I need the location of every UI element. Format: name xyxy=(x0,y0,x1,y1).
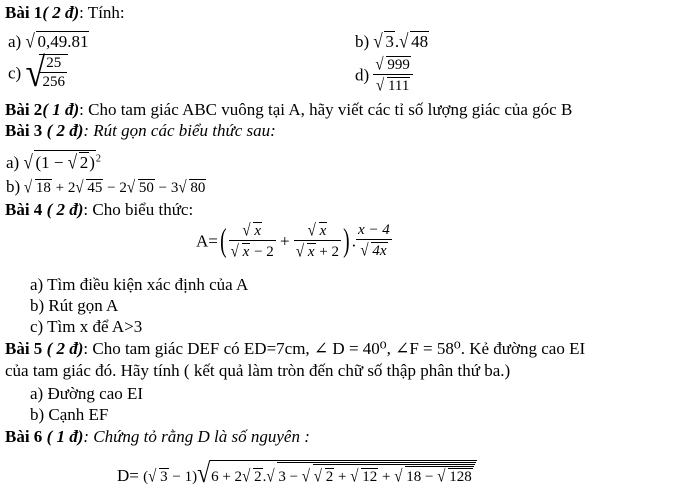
ex4-heading xyxy=(5,201,193,218)
ex1-b-radicand2: 48 xyxy=(411,32,429,51)
ex1-a xyxy=(8,30,89,53)
ex2-points: ( 1 đ) xyxy=(42,100,80,119)
ex1-d-label: d) xyxy=(355,65,370,85)
ex6-e6: 12 xyxy=(362,469,378,485)
ex3-b-label: b) xyxy=(6,177,21,196)
ex5-heading xyxy=(5,340,585,357)
ex4-frac2: √ x √ x + 2 xyxy=(295,221,340,261)
ex4-part-a: a) Tìm điều kiện xác định của A xyxy=(30,275,249,294)
ex5-instruction-line2: của tam giác đó. Hãy tính ( kết quả làm tròn đến chữ số thập phân thứ ba.) xyxy=(5,361,511,380)
ex1-c-den: 256 xyxy=(42,74,65,90)
ex4-title: Bài 4 xyxy=(5,200,43,219)
ex1-title: Bài 1 xyxy=(5,3,43,22)
ex3-b-term4: 80 xyxy=(190,180,206,196)
ex3-instruction: : Rút gọn các biểu thức sau: xyxy=(83,121,276,140)
ex1-a-sqrt: √ 0,49.81 xyxy=(25,30,89,53)
ex4-dot: . xyxy=(351,231,357,251)
ex4-frac2-den-op: + 2 xyxy=(315,244,340,260)
ex6-paren-open: ( xyxy=(143,469,149,485)
ex1-b-sqrt1: √ 3 xyxy=(373,30,394,53)
ex3-a-inner: 1 − xyxy=(41,153,68,172)
ex6-sqrt3: 3 xyxy=(160,469,168,485)
ex2-title: Bài 2 xyxy=(5,100,43,119)
ex4-points: ( 2 đ) xyxy=(42,200,84,219)
ex3-b-op1: + 2 xyxy=(51,180,76,196)
ex5-points: ( 2 đ) xyxy=(42,339,84,358)
ex6-minus1: − 1) xyxy=(168,469,198,485)
ex1-c-label: c) xyxy=(8,63,22,83)
ex1-c xyxy=(8,49,68,96)
ex6-e5: + xyxy=(334,469,351,485)
ex3-a-inner-radicand: 2 xyxy=(79,153,89,172)
ex6-instruction: : Chứng tỏ rằng D là số nguyên : xyxy=(83,427,310,446)
ex1-b-label: b) xyxy=(355,32,370,51)
ex1-points: ( 2 đ) xyxy=(42,3,80,22)
ex6-e2: . xyxy=(262,469,267,485)
ex4-formula: A=( √ x √ x − 2 + √ x √ x + 2 ) . x − 4 √ 4x xyxy=(196,221,390,261)
ex1-b-sqrt2: √ 48 xyxy=(399,30,429,53)
ex3-heading xyxy=(5,122,276,139)
ex6-outer-sqrt: √ 6 + 2 √ 2. √ 3 − √ √ 2 + √ 12 + √ 18 − √ 128 xyxy=(197,460,477,485)
ex3-b-term2: 45 xyxy=(87,180,103,196)
ex4-frac2-den: x xyxy=(307,244,315,260)
ex6-e3: 3 − xyxy=(278,469,302,485)
ex3-a-label: a) xyxy=(6,153,20,172)
ex3-title: Bài 3 xyxy=(5,121,43,140)
ex4-frac3-den: 4x xyxy=(372,243,387,259)
ex5-instruction: : Cho tam giác DEF có ED=7cm, ∠ D = 40⁰, ∠F = 58⁰. Kẻ đường cao EI xyxy=(83,339,586,358)
ex1-b-radicand1: 3 xyxy=(385,32,394,51)
ex6-heading xyxy=(5,428,310,445)
ex1-instruction: : Tính: xyxy=(79,3,125,22)
ex1-heading xyxy=(5,4,125,21)
ex5-part-a: a) Đường cao EI xyxy=(30,384,144,403)
ex6-points: ( 1 đ) xyxy=(42,427,84,446)
ex3-b-op3: − 3 xyxy=(154,180,179,196)
ex1-a-label: a) xyxy=(8,32,22,51)
ex4-plus: + xyxy=(275,231,294,251)
ex5-title: Bài 5 xyxy=(5,339,43,358)
ex1-b: b) √ 3. √ 48 xyxy=(355,30,429,53)
ex3-b: b) √ 18 + 2 √ 45 − 2 √ 50 − 3 √ 80 xyxy=(6,177,206,197)
ex3-b-op2: − 2 xyxy=(103,180,127,196)
ex4-frac3-num: x − 4 xyxy=(358,222,390,238)
ex6-title: Bài 6 xyxy=(5,427,43,446)
ex5-part-b: b) Cạnh EF xyxy=(30,405,109,424)
ex1-d-num: 999 xyxy=(387,57,410,73)
ex3-a xyxy=(6,150,101,174)
ex2-instruction: : Cho tam giác ABC vuông tại A, hãy viết các tỉ số lượng giác của góc B xyxy=(79,100,573,119)
ex6-e1: 6 + 2 xyxy=(211,469,243,485)
ex6-e7: + xyxy=(378,469,395,485)
ex6-e9: 128 xyxy=(449,469,472,485)
ex3-a-sqrt: √ (1 − √ 2) xyxy=(23,151,95,174)
ex6-sqrt2: 2 xyxy=(254,469,262,485)
ex4-A: A= xyxy=(196,231,218,251)
ex4-part-b: b) Rút gọn A xyxy=(30,296,119,315)
ex1-d-fraction: √ 999 √ 111 xyxy=(373,56,413,94)
ex6-e8: 18 − xyxy=(406,469,438,485)
ex3-points: ( 2 đ) xyxy=(42,121,84,140)
ex1-c-num: 25 xyxy=(40,56,67,73)
ex4-frac1-den-op: − 2 xyxy=(250,244,274,260)
ex4-frac1: √ x √ x − 2 xyxy=(230,221,274,261)
ex3-a-exponent: 2 xyxy=(95,153,101,165)
ex6-formula: D= ( √ 3 − 1) √ 6 + 2 √ 2. √ 3 − √ √ 2 + √ 12 + √ 18 − √ 128 xyxy=(117,460,477,485)
ex1-a-radicand: 0,49.81 xyxy=(37,32,89,51)
ex4-part-c: c) Tìm x để A>3 xyxy=(30,317,143,336)
ex1-c-sqrt: √ $\frac{25}{256}$ xyxy=(25,54,68,90)
ex4-frac2-num: x xyxy=(319,223,327,239)
ex6-D: D= xyxy=(117,466,144,485)
ex4-frac3: x − 4 √ 4x xyxy=(358,222,390,260)
ex4-frac1-num: x xyxy=(254,223,262,239)
ex4-instruction: : Cho biểu thức: xyxy=(83,200,194,219)
ex1-d-den: 111 xyxy=(387,78,410,94)
ex4-frac1-den: x xyxy=(242,244,250,260)
ex2-heading xyxy=(5,101,572,118)
ex6-e4: 2 xyxy=(325,469,334,485)
ex3-b-term1: 18 xyxy=(35,180,51,196)
ex3-b-term3: 50 xyxy=(138,180,154,196)
ex1-d xyxy=(355,56,413,94)
